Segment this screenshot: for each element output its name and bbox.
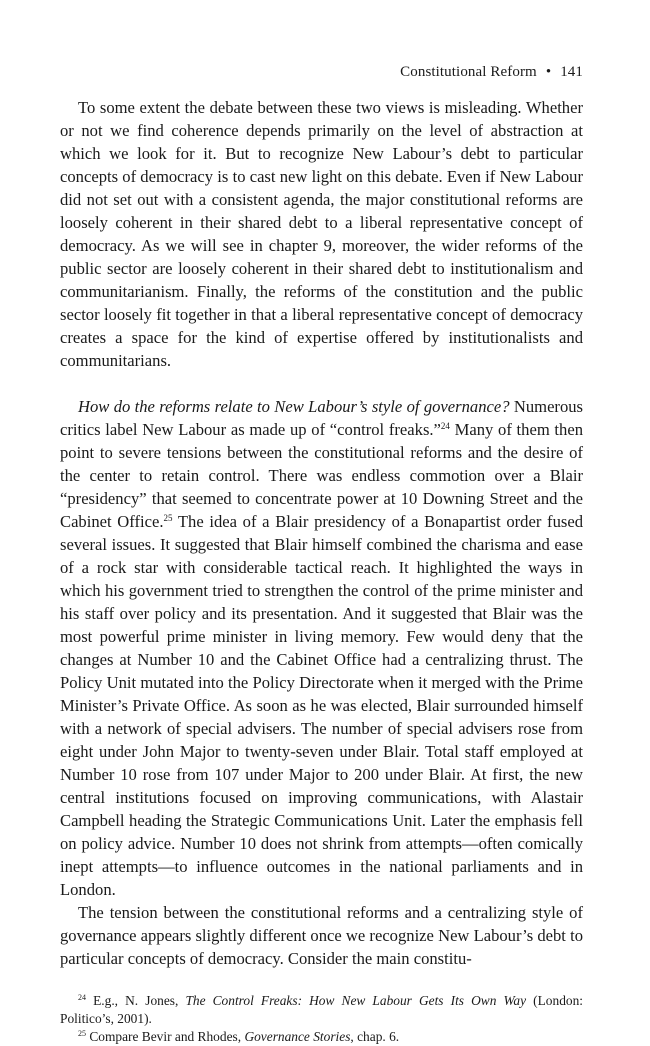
paragraph-2-text-a: Numerous critics label New Labour as made up of “control freaks.” (60, 397, 584, 439)
footnote-ref-25[interactable]: 25 (163, 513, 173, 523)
paragraph-1: To some extent the debate between these two views is misleading. Whether or not we find coherence depends primarily on the level of abstraction at which we look for it. But to recognize New Labour’s debt to particular concepts of democracy is to cast new light on this debate. Even if New Labour did not set out with a consistent agenda, the major constitutional reforms are loosely coherent in their shared debt to a liberal representative concept of democracy. As we will see in chapter 9, moreover, the wider reforms of the public sector are loosely coherent in their shared debt to institutionalism and communitarianism. Finally, the reforms of the constitution and the public sector loosely fit together in that a liberal representative concept of democracy creates a space for the kind of expertise offered by institutionalists and communitarians. (60, 98, 583, 370)
header-separator: • (545, 64, 552, 80)
page-number: 141 (560, 64, 583, 80)
running-head (60, 62, 583, 82)
footnote-24-book-title: The Control Freaks: How New Labour Gets Its Own Way (185, 993, 527, 1008)
footnote-24-text-b: (London: Politico’s, 2001). (60, 993, 583, 1026)
chapter-title: Constitutional Reform (400, 64, 537, 80)
body-text (60, 96, 583, 970)
footnote-25-book-title: Governance Stories (244, 1029, 351, 1044)
footnote-ref-24[interactable]: 24 (440, 421, 450, 431)
footnote-25-number: 25 (78, 1029, 86, 1038)
footnote-24 (60, 992, 583, 1028)
footnote-24-text-a: E.g., N. Jones, (86, 993, 186, 1008)
paragraph-2 (60, 395, 583, 901)
footnotes (60, 992, 583, 1046)
footnote-24-number: 24 (78, 993, 86, 1002)
footnote-25-text-b: , chap. 6. (350, 1029, 400, 1044)
paragraph-2-text-c: The idea of a Blair presidency of a Bonapartist order fused several issues. It suggested that Blair himself combined the charisma and ease of a rock star with considerable tactical reach. It highlighted the ways in which his government tried to strengthen the control of the prime minister and his staff over policy and its presentation. And it suggested that Blair was the most powerful prime minister in living memory. Few would deny that the changes at Number 10 and the Cabinet Office had a centralizing thrust. The Policy Unit mutated into the Policy Directorate when it merged with the Prime Minister’s Private Office. As soon as he was elected, Blair surrounded himself with a network of special advisers. The number of special advisers rose from eight under John Major to twenty-seven under Blair. Total staff employed at Number 10 rose from 107 under Major to 200 under Blair. At first, the new central institutions focused on improving communications, with Alastair Campbell heading the Strategic Communications Unit. Later the emphasis fell on policy advice. Number 10 does not shrink from attempts—often comically inept attempts—to influence outcomes in the national parliaments and in London. (60, 512, 583, 899)
book-page (60, 62, 583, 1046)
footnote-25 (60, 1028, 583, 1046)
paragraph-2-text-b: Many of them then point to severe tensions between the constitutional reforms and the desire of the center to retain control. There was endless commotion over a Blair “presidency” that seemed to concentrate power at 10 Downing Street and the Cabinet Office. (60, 420, 583, 531)
footnote-25-text-a: Compare Bevir and Rhodes, (86, 1029, 245, 1044)
paragraph-3: The tension between the constitutional reforms and a centralizing style of governance appears slightly different once we recognize New Labour’s debt to particular concepts of democracy. Consider the main constitu- (60, 903, 583, 968)
paragraph-2-question: How do the reforms relate to New Labour’s style of governance? (78, 397, 510, 416)
